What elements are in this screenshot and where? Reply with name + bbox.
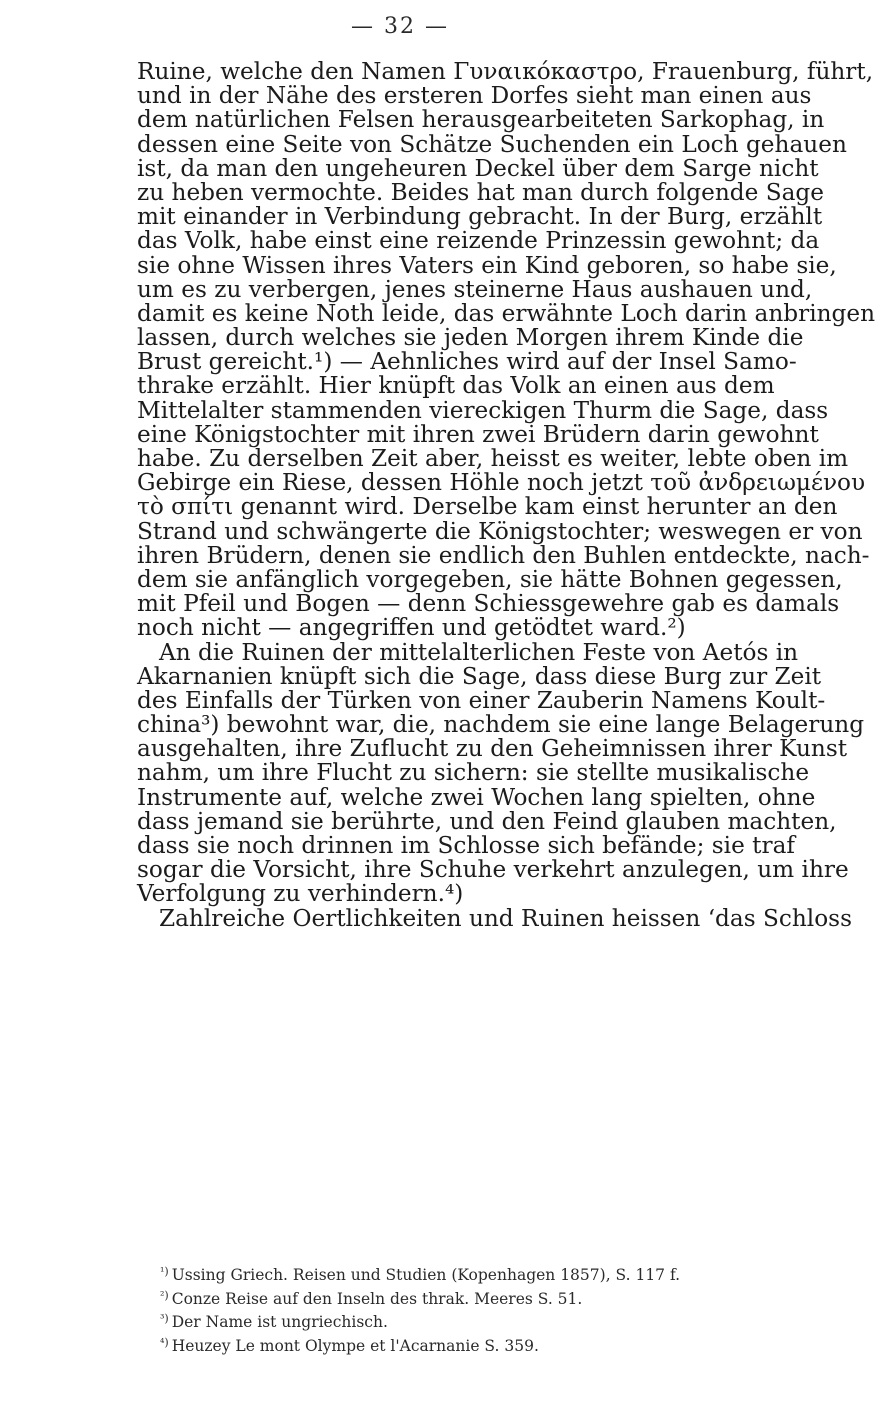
footnote-text: Ussing Griech. Reisen und Studien (Kopenhagen 1857), S. 117 f. xyxy=(171,1266,681,1284)
body-text xyxy=(137,58,875,932)
text-line: Zahlreiche Oertlichkeiten und Ruinen heissen ‘das Schloss xyxy=(159,904,852,932)
text-line: An die Ruinen der mittelalterlichen Feste von Aetós in xyxy=(159,638,799,666)
footnote xyxy=(140,1286,760,1310)
footnote-text: Conze Reise auf den Inseln des thrak. Meeres S. 51. xyxy=(171,1289,583,1308)
text-line: um es zu verbergen, jenes steinerne Haus aushauen und, xyxy=(137,275,813,303)
text-line: sie ohne Wissen ihres Vaters ein Kind geboren, so habe sie, xyxy=(137,251,837,279)
text-line: dessen eine Seite von Schätze Suchenden ein Loch gehauen xyxy=(137,130,847,158)
footnote-text: Der Name ist ungriechisch. xyxy=(171,1313,388,1331)
footnote xyxy=(140,1262,760,1286)
text-line: Gebirge ein Riese, dessen Höhle noch jetzt τοῦ ἀνδρειωμένου xyxy=(137,469,866,497)
text-line: Strand und schwängerte die Königstochter; weswegen er von xyxy=(137,517,863,545)
text-line: dem sie anfänglich vorgegeben, sie hätte Bohnen gegessen, xyxy=(137,565,843,593)
text-line: τὸ σπίτι genannt wird. Derselbe kam einst herunter an den xyxy=(137,493,838,521)
text-line: noch nicht — angegriffen und getödtet ward.²) xyxy=(137,614,686,642)
text-line: dass jemand sie berührte, und den Feind glauben machten, xyxy=(137,807,837,835)
text-line: dem natürlichen Felsen herausgearbeiteten Sarkophag, in xyxy=(137,106,825,134)
text-line: thrake erzählt. Hier knüpft das Volk an einen aus dem xyxy=(137,372,775,400)
text-line: Instrumente auf, welche zwei Wochen lang spielten, ohne xyxy=(137,783,816,811)
text-line: Mittelalter stammenden viereckigen Thurm die Sage, dass xyxy=(137,396,829,424)
footnote-mark: ⁴) xyxy=(160,1335,169,1349)
footnote xyxy=(140,1333,760,1357)
text-line: eine Königstochter mit ihren zwei Brüdern darin gewohnt xyxy=(137,420,819,448)
text-line: und in der Nähe des ersteren Dorfes sieht man einen aus xyxy=(137,82,812,110)
text-line: Verfolgung zu verhindern.⁴) xyxy=(137,880,464,908)
text-line: Brust gereicht.¹) — Aehnliches wird auf der Insel Samo- xyxy=(137,348,797,376)
text-line: sogar die Vorsicht, ihre Schuhe verkehrt anzulegen, um ihre xyxy=(137,856,849,884)
text-line: zu heben vermochte. Beides hat man durch folgende Sage xyxy=(137,178,824,206)
footnote xyxy=(140,1309,760,1333)
text-line: dass sie noch drinnen im Schlosse sich befände; sie traf xyxy=(137,832,795,859)
text-line: mit einander in Verbindung gebracht. In der Burg, erzählt xyxy=(137,203,823,231)
text-line: das Volk, habe einst eine reizende Prinzessin gewohnt; da xyxy=(137,227,820,255)
text-line: damit es keine Noth leide, das erwähnte Loch darin anbringen xyxy=(137,299,875,327)
text-line: ihren Brüdern, denen sie endlich den Buhlen entdeckte, nach- xyxy=(137,541,870,569)
text-line: Akarnanien knüpft sich die Sage, dass diese Burg zur Zeit xyxy=(137,662,822,690)
text-line: nahm, um ihre Flucht zu sichern: sie stellte musikalische xyxy=(137,759,810,787)
text-line: Ruine, welche den Namen Γυναικόκαστρο, Frauenburg, führt, xyxy=(137,58,874,85)
text-line: china³) bewohnt war, die, nachdem sie eine lange Belagerung xyxy=(137,711,865,739)
text-line: des Einfalls der Türken von einer Zauberin Namens Koult- xyxy=(137,686,826,714)
text-line: ausgehalten, ihre Zuflucht zu den Geheimnissen ihrer Kunst xyxy=(137,735,848,763)
footnote-text: Heuzey Le mont Olympe et l'Acarnanie S. 359. xyxy=(171,1336,539,1355)
footnote-mark: ²) xyxy=(160,1288,169,1302)
text-line: ist, da man den ungeheuren Deckel über dem Sarge nicht xyxy=(137,154,819,182)
text-line: habe. Zu derselben Zeit aber, heisst es weiter, lebte oben im xyxy=(137,445,849,472)
text-line: lassen, durch welches sie jeden Morgen ihrem Kinde die xyxy=(137,324,804,352)
footnotes xyxy=(140,1262,760,1356)
footnote-mark: ¹) xyxy=(160,1265,169,1278)
page-number: — 32 — xyxy=(351,14,449,39)
footnote-mark: ³) xyxy=(160,1312,169,1325)
text-line: mit Pfeil und Bogen — denn Schiessgewehre gab es damals xyxy=(137,590,840,618)
